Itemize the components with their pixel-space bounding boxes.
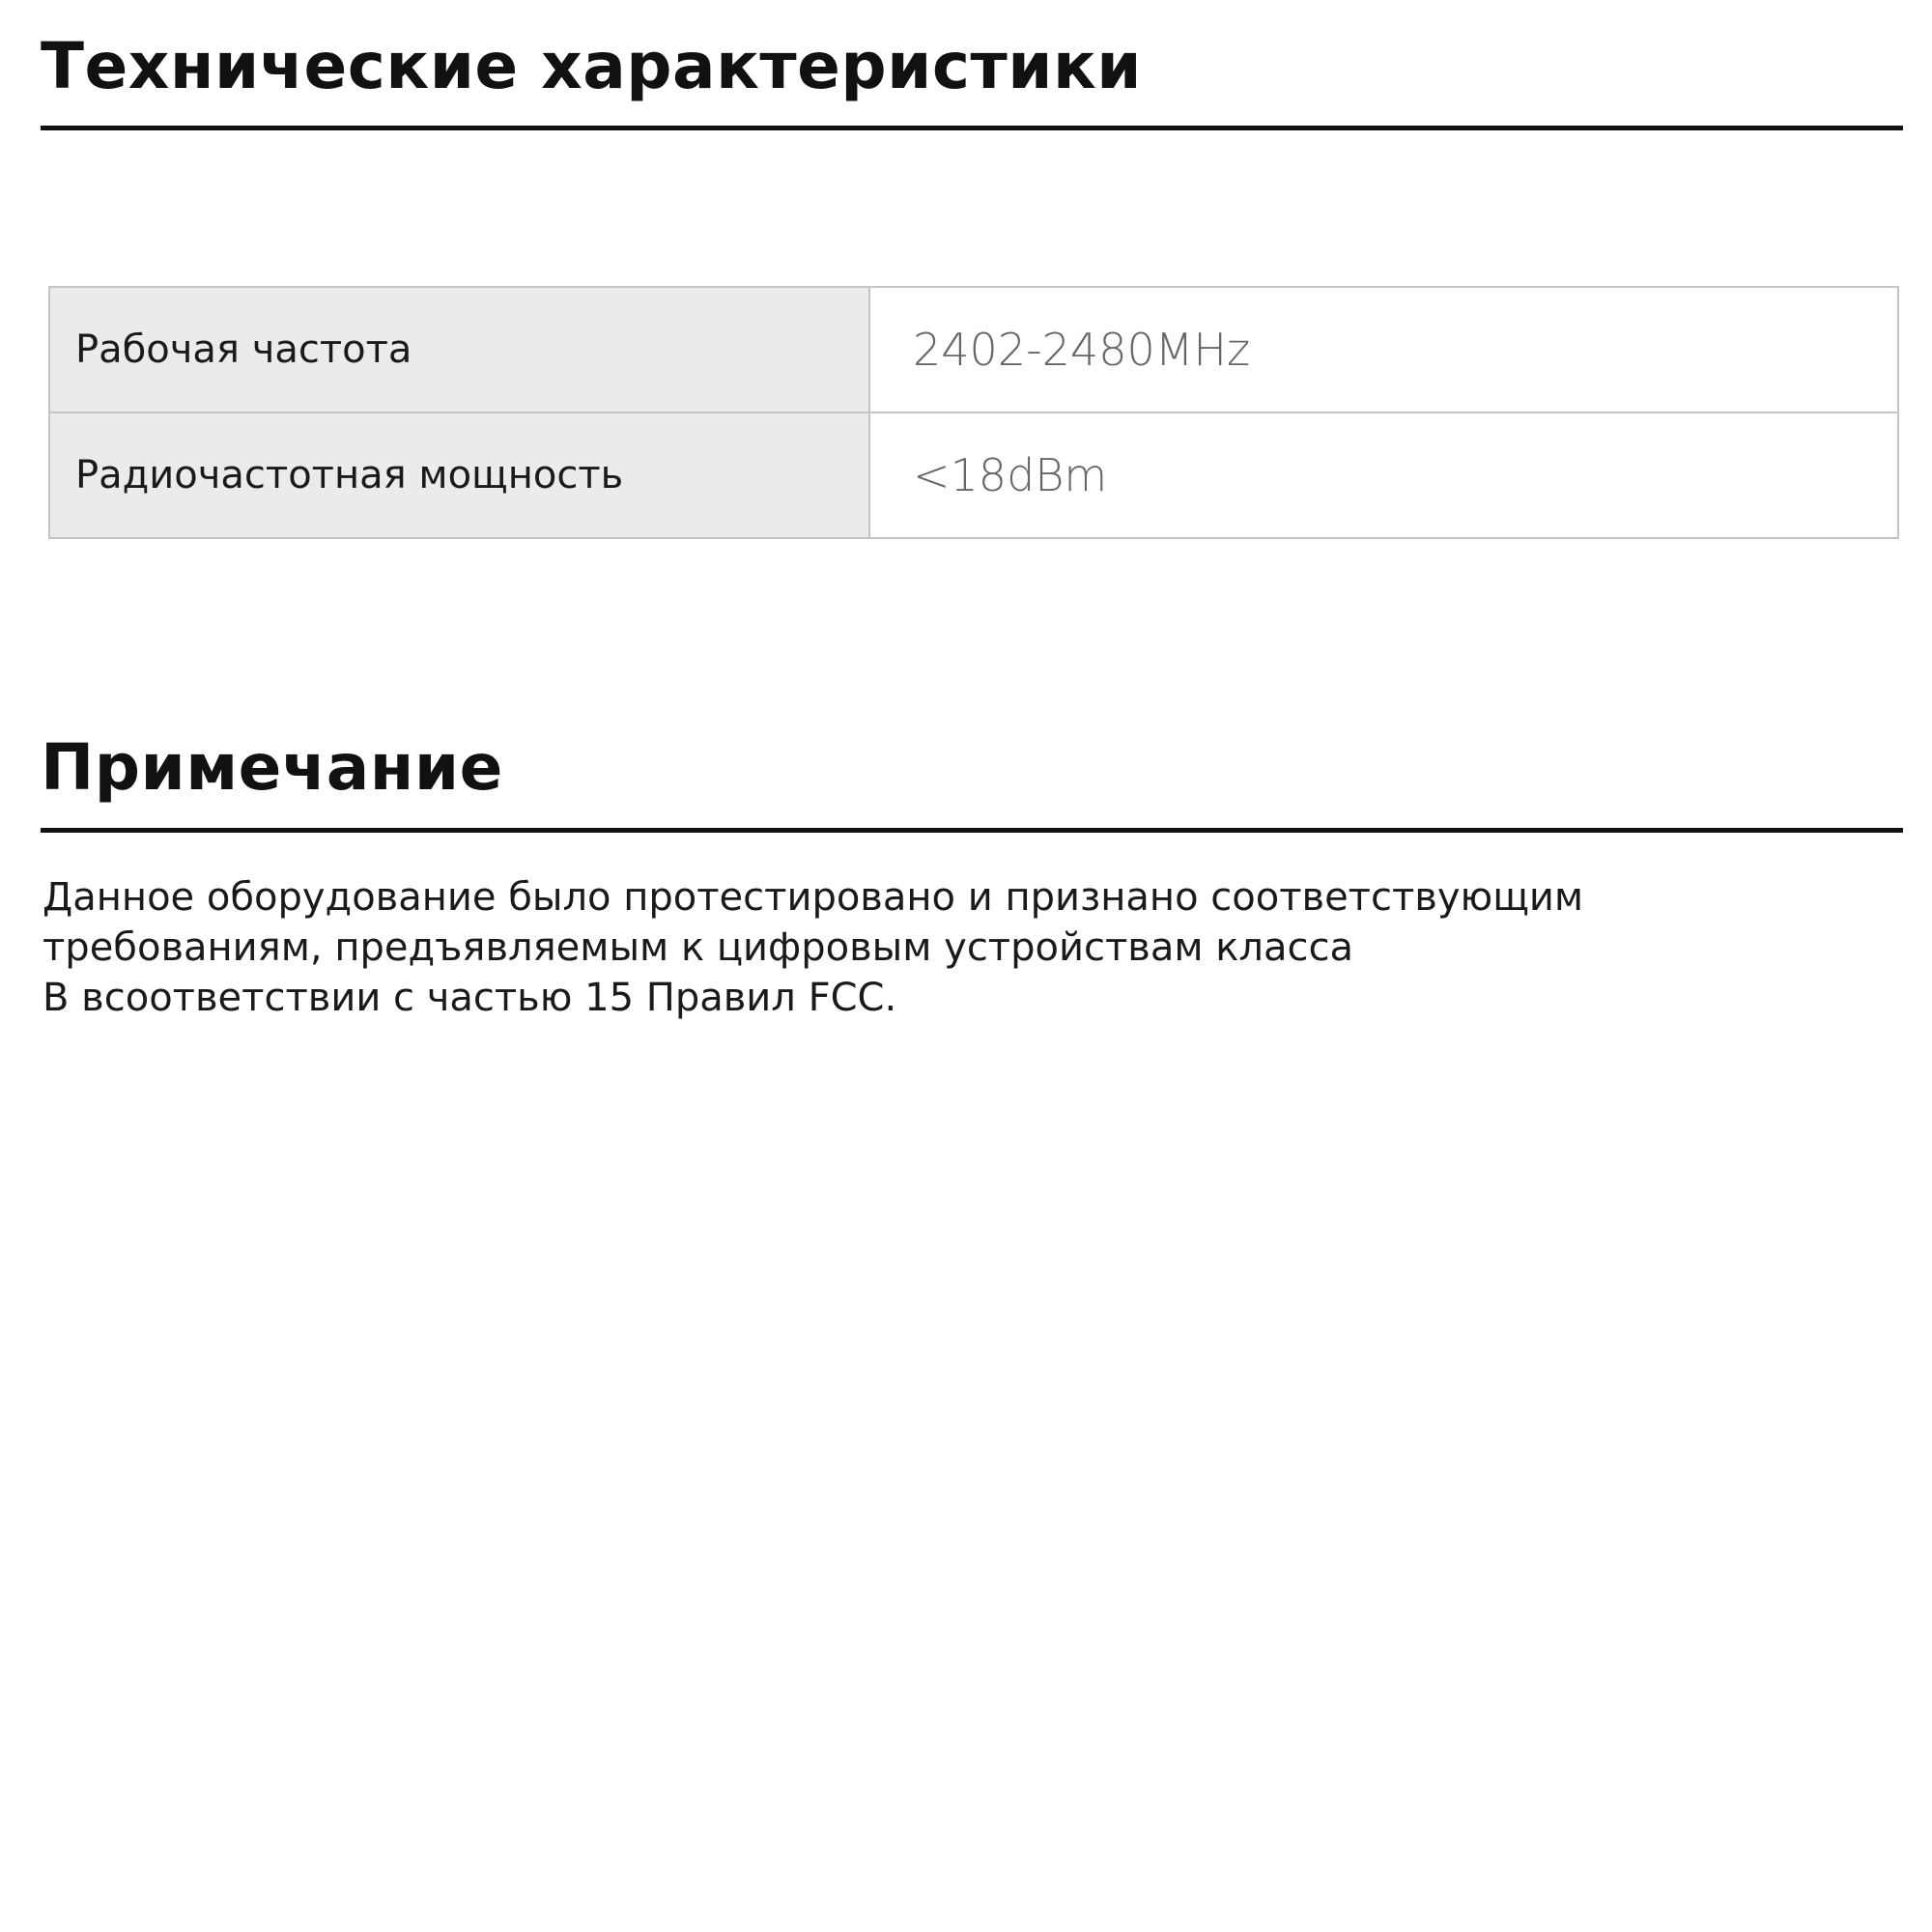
- note-paragraph: [43, 872, 1878, 1023]
- note-line: требованиям, предъявляемым к цифровым устройствам класса: [43, 925, 1353, 970]
- specs-table: [48, 286, 1899, 539]
- table-row: [49, 412, 1898, 538]
- spec-label-frequency: Рабочая частота: [49, 287, 869, 412]
- note-line: Данное оборудование было протестировано и признано соответствующим: [43, 875, 1584, 920]
- spec-value-rf-power: <18dBm: [869, 412, 1898, 538]
- spec-label-rf-power: Радиочастотная мощность: [49, 412, 869, 538]
- specs-section-title: Технические характеристики: [41, 29, 1143, 103]
- specs-title-divider: [41, 126, 1903, 130]
- table-row: [49, 287, 1898, 412]
- note-title-divider: [41, 828, 1903, 833]
- spec-value-frequency: 2402-2480MHz: [869, 287, 1898, 412]
- note-line: В всоответствии с частью 15 Правил FCC.: [43, 976, 897, 1020]
- note-section-title: Примечание: [41, 730, 503, 805]
